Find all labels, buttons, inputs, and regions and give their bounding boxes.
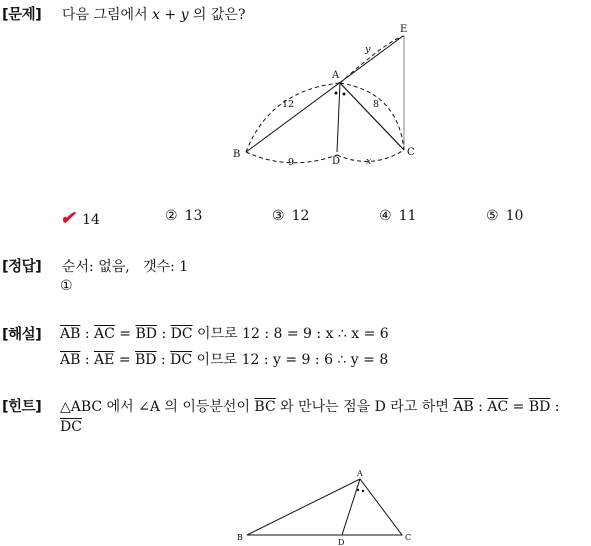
explanation-eq-1: 12 : 8 = 9 : x ∴ x = 6 — [242, 326, 389, 342]
segment-ab: $\overline{AB}$ — [453, 399, 474, 415]
hint-point-A: A — [357, 469, 363, 478]
label-AE: y — [365, 44, 371, 55]
choice-2-number: ② — [165, 208, 178, 224]
hint-label: [힌트] — [2, 399, 42, 415]
answer-label: [정답] — [2, 259, 42, 275]
segment-ab: $\overline{AB}$ — [60, 352, 81, 368]
problem-text-post: 의 값은? — [188, 7, 246, 23]
answer-line-2: ① — [60, 278, 73, 294]
label-BD: 9 — [288, 157, 295, 168]
explanation-eq-2: 12 : y = 9 : 6 ∴ y = 8 — [241, 352, 389, 368]
explanation-mid-1: 이므로 — [192, 326, 243, 342]
segment-ac: $\overline{AC}$ — [487, 399, 509, 415]
answer-line-1: 순서: 없음, 갯수: 1 — [62, 259, 189, 275]
segment-ae: $\overline{AE}$ — [94, 352, 115, 368]
choice-3-value: 12 — [291, 208, 310, 224]
problem-expression: x + y — [152, 7, 189, 23]
segment-bc: $\overline{BC}$ — [254, 399, 276, 415]
choice-5-value: 10 — [505, 208, 524, 224]
point-B: B — [233, 149, 241, 160]
choice-2-value: 13 — [184, 208, 203, 224]
hint-line-1: △ABC 에서 ∠A 의 이등분선이 $\overline{BC}$ 와 만나는 점을 D 라고 하면 $\overline{AB}$ : $\overline{AC} = \overline{BD}$ : — [60, 399, 560, 415]
segment-ac: $\overline{AC}$ — [94, 326, 115, 342]
label-AB: 12 — [282, 99, 295, 110]
choice-1-value: 14 — [82, 212, 100, 228]
point-C: C — [407, 147, 415, 158]
segment-dc: $\overline{DC}$ — [170, 352, 193, 368]
hint-point-D: D — [338, 538, 345, 546]
label-DC: x — [366, 156, 372, 167]
red-check-icon: ✔ — [60, 208, 76, 229]
explanation-line-2: $\overline{AB}$ : $\overline{AE} = \overline{BD}$ : $\overline{DC}$ 이므로 12 : y = 9 : 6 ∴ y = 8 — [60, 352, 389, 368]
choice-3-number: ③ — [272, 208, 285, 224]
segment-bd: $\overline{BD}$ — [135, 352, 157, 368]
hint-point-C: C — [405, 533, 412, 542]
point-D: D — [332, 156, 341, 167]
hint-text-1: △ABC 에서 ∠A 의 이등분선이 — [60, 399, 255, 415]
hint-point-B: B — [237, 533, 243, 542]
explanation-label: [해설] — [2, 327, 42, 343]
hint-angle-mark-1 — [357, 489, 359, 491]
bisector-AD — [342, 479, 360, 535]
point-A: A — [332, 70, 340, 81]
segment-dc: $\overline{DC}$ — [60, 419, 82, 435]
point-E: E — [400, 24, 408, 35]
choice-4-number: ④ — [379, 208, 392, 224]
segment-bd: $\overline{BD}$ — [528, 399, 551, 415]
hint-angle-mark-2 — [362, 490, 364, 492]
explanation-line-1: $\overline{AB}$ : $\overline{AC} = \overline{BD}$ : $\overline{DC}$ 이므로 12 : 8 = 9 : x ∴ x = 6 — [60, 326, 389, 342]
segment-ab: $\overline{AB}$ — [60, 326, 81, 342]
explanation-mid-2: 이므로 — [192, 352, 242, 368]
label-AC: 8 — [373, 99, 380, 110]
segment-bd: $\overline{BD}$ — [135, 326, 158, 342]
choice-4-value: 11 — [398, 208, 417, 224]
hint-text-2: 와 만나는 점을 D 라고 하면 — [275, 399, 454, 415]
problem-text-pre: 다음 그림에서 — [62, 7, 153, 23]
segment-dc: $\overline{DC}$ — [170, 326, 193, 342]
problem-label: [문제] — [2, 7, 42, 23]
triangle-ABC — [247, 479, 402, 535]
choice-5-number: ⑤ — [486, 208, 499, 224]
